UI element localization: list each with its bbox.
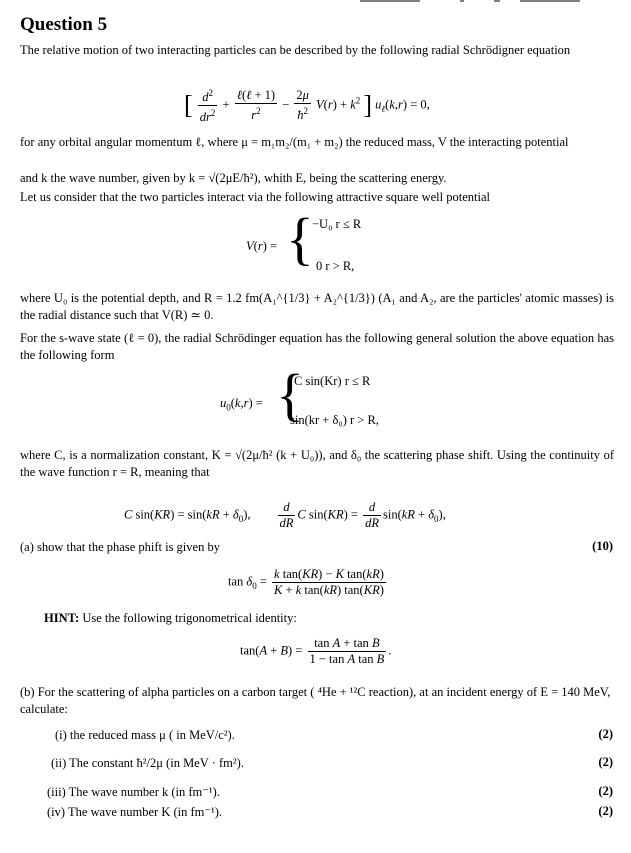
s-wave-paragraph: For the s-wave state (ℓ = 0), the radial Schrödinger equation has the following general solution the above equation has the following form bbox=[20, 331, 614, 362]
square-well-intro: Let us consider that the two particles interact via the following attractive square well potential bbox=[20, 190, 490, 204]
sub-item-iv-marks: (2) bbox=[598, 804, 613, 818]
solution-case-1: C sin(Kr) r ≤ R bbox=[294, 374, 371, 388]
sub-item-i: (i) the reduced mass μ ( in MeV/c²). bbox=[55, 728, 235, 742]
orbital-line: for any orbital angular momentum ℓ, where μ = m₁m₂/(m₁ + m₂) the reduced mass, V the interacting potential bbox=[20, 135, 569, 149]
continuity-equations: C $\sin(KR) = \sin(kR + \delta_0)$, $\frac{d}{dR}$ C sin(KR) = $\frac{d}{dR}$ $\sin(kR + \delta_0)$, bbox=[124, 500, 446, 530]
sub-item-iii: (iii) The wave number k (in fm⁻¹). bbox=[47, 785, 220, 799]
intro-paragraph: The relative motion of two interacting particles can be described by the following radial Schrödigner equation bbox=[20, 43, 571, 57]
trig-identity: tan(A + B) = $\frac{\text{tan A + tan B}}{\text{1 − tan A tan B}}$ . bbox=[240, 636, 392, 666]
sub-item-iv: (iv) The wave number K (in fm⁻¹). bbox=[47, 805, 222, 819]
phase-shift-formula: $\tan \delta_0$ = $\frac{\text{k tan(KR) − K tan(kR)}}{\text{K + k tan(kR) tan(KR)}}$ bbox=[228, 567, 384, 597]
sub-item-iii-marks: (2) bbox=[598, 784, 613, 798]
depth-paragraph: where U₀ is the potential depth, and R = 1.2 fm(A₁^{1/3} + A₂^{1/3}) (A₁ and A₂, are the particles' atomic masses) is the radial distance such that V(R) ≃ 0. bbox=[20, 291, 614, 322]
solution-case-2: sin(kr + δ₀) r > R, bbox=[290, 413, 379, 427]
hint-line bbox=[44, 611, 297, 626]
wave-number-line: and k the wave number, given by k = √(2μE/ħ²), whith E, being the scattering energy. bbox=[20, 171, 447, 185]
hint-label: HINT: bbox=[44, 611, 80, 625]
part-a-marks: (10) bbox=[592, 539, 613, 553]
part-b-text: (b) For the scattering of alpha particles on a carbon target ( ⁴He + ¹²C reaction), at an incident energy of E = 140 MeV, calculate: bbox=[20, 685, 611, 716]
potential-case-2: 0 r > R, bbox=[316, 259, 355, 273]
potential-case-1: −U₀ r ≤ R bbox=[312, 217, 362, 231]
potential-brace: { bbox=[286, 206, 314, 271]
solution-lhs: $u_0(k,r)$ = bbox=[220, 396, 263, 413]
hint-text: Use the following trigonometrical identity: bbox=[82, 611, 297, 625]
solution-brace: { bbox=[276, 362, 304, 427]
potential-lhs: V(r) = bbox=[246, 239, 278, 253]
sub-item-ii: (ii) The constant ħ²/2μ (in MeV · fm²). bbox=[51, 756, 244, 770]
sub-item-ii-marks: (2) bbox=[598, 755, 613, 769]
schrodinger-equation: [ $\frac{d^2}{dr^2}$ + $\frac{\text{ℓ(ℓ + 1)}}{r^2}$ − $\frac{2\mu}{ħ^2}$ $V(r) + k^2$ ] $u_\ell(k,r) = 0$, bbox=[184, 88, 430, 125]
top-edge-artifact bbox=[0, 0, 631, 3]
sub-item-i-marks: (2) bbox=[598, 727, 613, 741]
part-a-text: (a) show that the phase phift is given by bbox=[20, 540, 220, 554]
normalization-paragraph: where C, is a normalization constant, K = √(2μ/ħ² (k + U₀)), and δ₀ the scattering phase shift. Using the continuity of the wave function r = R, meaning that bbox=[20, 448, 614, 479]
question-title: Question 5 bbox=[20, 14, 108, 35]
